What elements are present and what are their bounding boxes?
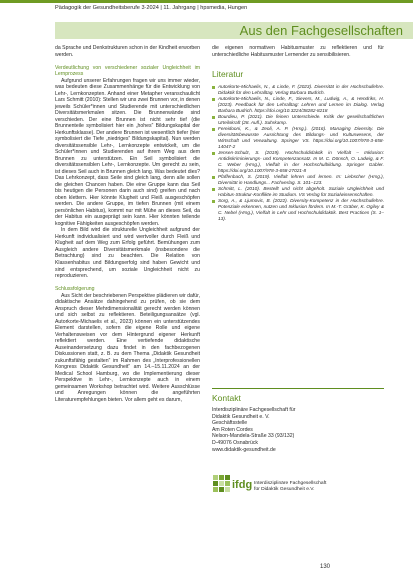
contact-line: Didaktik Gesundheit e. V. bbox=[212, 413, 270, 420]
contact-line: Nelson-Mandela-Straße 33 (93/132) bbox=[212, 433, 295, 440]
contact-title: Kontakt bbox=[212, 393, 241, 403]
logo-text-line: für Didaktik Gesundheit e.V. bbox=[254, 487, 315, 492]
literature-item: Bourdieu, P. (2021). Die feinen Unterschiede. Kritik der gesellschaftlichen Urteilskraft (28. Aufl.). Suhrkamp. bbox=[212, 114, 384, 126]
contact-lines bbox=[212, 407, 295, 453]
literature-item: Fereidooni, K., & Zeoli, A. P. (Hrsg.). (2016). Managing Diversity. Die diversitätsbewusste Ausrichtung des Bildungs- und Kulturwesens, der Wirtschaft und Verwaltung. Springer VS. https://doi.org/10.1007/978-3-658-14047-2 bbox=[212, 126, 384, 150]
left-column bbox=[55, 45, 200, 403]
right-column-intro: die eigenen normativen Habitusmuster zu reflektieren und für unterschiedliche Habitusmuster Lernender zu sensibilisieren. bbox=[212, 45, 384, 58]
contact-line: D-49076 Osnabrück bbox=[212, 439, 259, 446]
section-band bbox=[55, 22, 413, 39]
contact-line[interactable]: www.didaktik-gesundheit.de bbox=[212, 446, 276, 453]
contact-line: Geschäftsstelle bbox=[212, 420, 248, 427]
contact-line: Interdisziplinäre Fachgesellschaft für bbox=[212, 407, 296, 413]
literature-item: Autorkorte-Michaelis, N., Linde, F., Sievers, M., Ludwig, A., & Hendriks, H. (2023). Feedback für den Lehralltag: Lehren und Lernen im Dialog. Verlag Barbara Budrich. https://doi.org/10.3224/38282-8218 bbox=[212, 96, 384, 114]
running-head: Pädagogik der Gesundheitsberufe 3·2024 | 11. Jahrgang | hpsmedia, Hungen bbox=[55, 5, 248, 11]
body-paragraph: da Sprache und Denkstrukturen schon in der Kindheit erworben werden. bbox=[55, 45, 200, 58]
subheading: Verdeutlichung von verschiedener sozialer Ungleichheit im Lernprozess bbox=[55, 64, 200, 78]
contact-box bbox=[212, 388, 384, 549]
literature-item: Autorkorte-Michaelis, N., & Linde, F. (2023). Diversität in der Hochschullehre. Didaktik für den Lehralltag. Verlag Barbara Budrich. bbox=[212, 84, 384, 96]
body-paragraph: Aus Sicht der beschriebenen Perspektive plädieren wir dafür, didaktische Ansätze dahingehend zu prüfen, ob sie dem Anspruch dieser Mehrdimensionalität gerecht werden können und sich selbst zu reflektieren. Beteiligungsansätze (vgl. Autorkorte-Michaelis et al., 2023) können ein unterstützendes Element darstellen, sofern die eigene Rolle und eigene Verhaltensweisen vor dem Hintergrund eigener Herkunft reflektiert werden. Eine vertiefende didaktische Auseinandersetzung dazu findet in den fachbezogenen Diskussionen statt, z. B. zu dem Thema „Didaktik Gesundheit zukunftsfähig gestalten“ im Rahmen des „Interprofessionellen Kongress Didaktik Gesundheit“ am 14.–15.11.2024 an der Medical School Hamburg, wo die Implementierung dieser Perspektive in Lehr-, Lernkonzepte auch in einem gemeinsamen Workshop betrachtet wird. Weitere Ausschlüsse und Anregungen können die angeführten Literaturempfehlungen bieten. Vor allem geht es darum, bbox=[55, 292, 200, 403]
literature-title: Literatur bbox=[212, 69, 244, 80]
logo-text-line: Interdisziplinäre Fachgesellschaft bbox=[254, 481, 327, 486]
body-paragraph: In dem Bild wird die strukturelle Ungleichheit aufgrund der Herkunft individualisiert und wird wertvoller durch Fleiß und Klugheit auf dem Weg zum Erfolg geführt. Bemühungen zum Ausgleich andere Diversitätsmerkmale (insbesondere die Betrachtung) sind zu beachten. Die Relation von Klassenhabitus und Bildungserfolg sind haben Gewicht und sind entsprechend, um soziale Ungleichheit nicht zu reproduzieren. bbox=[55, 227, 200, 280]
literature-item: Jensen-Schulz, S. (2019). Hochschuldidaktik in Vielfalt – Inklusion: Antidiskriminierungs- und Kompetenzansatz. In M. C. Dönsch, O. Ladwig, & F. C. Weber (Hrsg.), Vielfalt in der Hochschulbildung. Springer Gabler. https://doi.org/10.1007/978-3-658-27021-8 bbox=[212, 150, 384, 174]
literature-item: Pfaffenbach, S. (2019). Vielfalt lehren und lernen. In: Liebscher (Hrsg.), Diversität in Handlungs... Fachverlag. S. 101–123. bbox=[212, 174, 384, 186]
subheading: Schlussfolgerung bbox=[55, 286, 95, 293]
logo-word: ifdg bbox=[232, 479, 253, 491]
literature-item: Schmitt, L. (2010). Bestellt und nicht abgeholt. Soziale Ungleichheit und Habitus-Struktur-Konflikte im Studium. VS Verlag für Sozialwissenschaften. bbox=[212, 186, 384, 198]
section-title: Aus den Fachgesellschaften bbox=[239, 23, 403, 38]
ifdg-logo bbox=[212, 473, 384, 503]
contact-line: Am Roten Cordes bbox=[212, 426, 253, 433]
body-paragraph: Aufgrund unserer Erfahrungen fragen wir uns immer wieder, was bedeuten diese Zusammenhänge für die Entwicklung von Lehr-, Lernkonzepten. Anhand einer Metapher veranschaulicht Lars Schmitt (2010): Stellen wir uns zwei Brunnen vor, in denen jeweils Schüler*innen und Studierende mit unterschiedlichen Diversitätsmerkmalen sitzen. Die Brunnenwände sind verschieden. Der eine Brunnen ist nicht sehr tief (die Brunnenteile symbolisiert hier ein „hohes“ Bildungskapital der Herkunftsklasse). Der andere Brunnen ist wesentlich tiefer (hier symbolisiert die Tiefe „niedriges“ Bildungskapital). Nun werden diversitätssensible Lehr-, Lernkonzepte entwickelt, um die Schüler*innen und Studierenden auf ihrem Weg aus dem Brunnen zu unterstützen. Ein Seil symbolisiert die diversitätssensiblen Lehr-, Lernkonzepte. Um gerecht zu sein, ist dieses Seil auch in Brunnen gleich lang. Was bedeutet dies? Das Lehrkonzept, dass Seile sind gleich lang, denn alle sollen die gleichen Chancen haben. Die eine Gruppe kann das Seil bis heutigen die Personen darin auch sind) greifen und nach oben klettern. Hier könnte Klugheit und Fleiß ausgeschöpfen werden. Die andere Gruppe, im tiefen Brunnen (mit einem persönlichen Habitus), kommt nur mit Mühe an dieses Seil, da der Habitus ein ausgeprägt sein kann. Hier könnten teilende kognitive Fähigkeiten ausgeschöpfen werden. bbox=[55, 77, 200, 227]
literature-list bbox=[212, 84, 384, 222]
logo-text bbox=[254, 481, 326, 493]
header-rule bbox=[0, 0, 413, 3]
logo-mark-icon bbox=[212, 473, 232, 499]
literature-item: Sorg, A., & Ljumovic, B. (2022). Diversity-Kompetenz in der Hochschullehre. Potenziale erkennen, nutzen und Inklusion fördern. In M.-T. Gräber, K. Ogilvy & C. Nebel (Hrsg.), Vielfalt in Lehr und Hochschuldidaktik. Best Practices (S. 1–13). bbox=[212, 198, 384, 222]
right-column bbox=[212, 45, 384, 222]
page-number: 130 bbox=[320, 564, 331, 570]
